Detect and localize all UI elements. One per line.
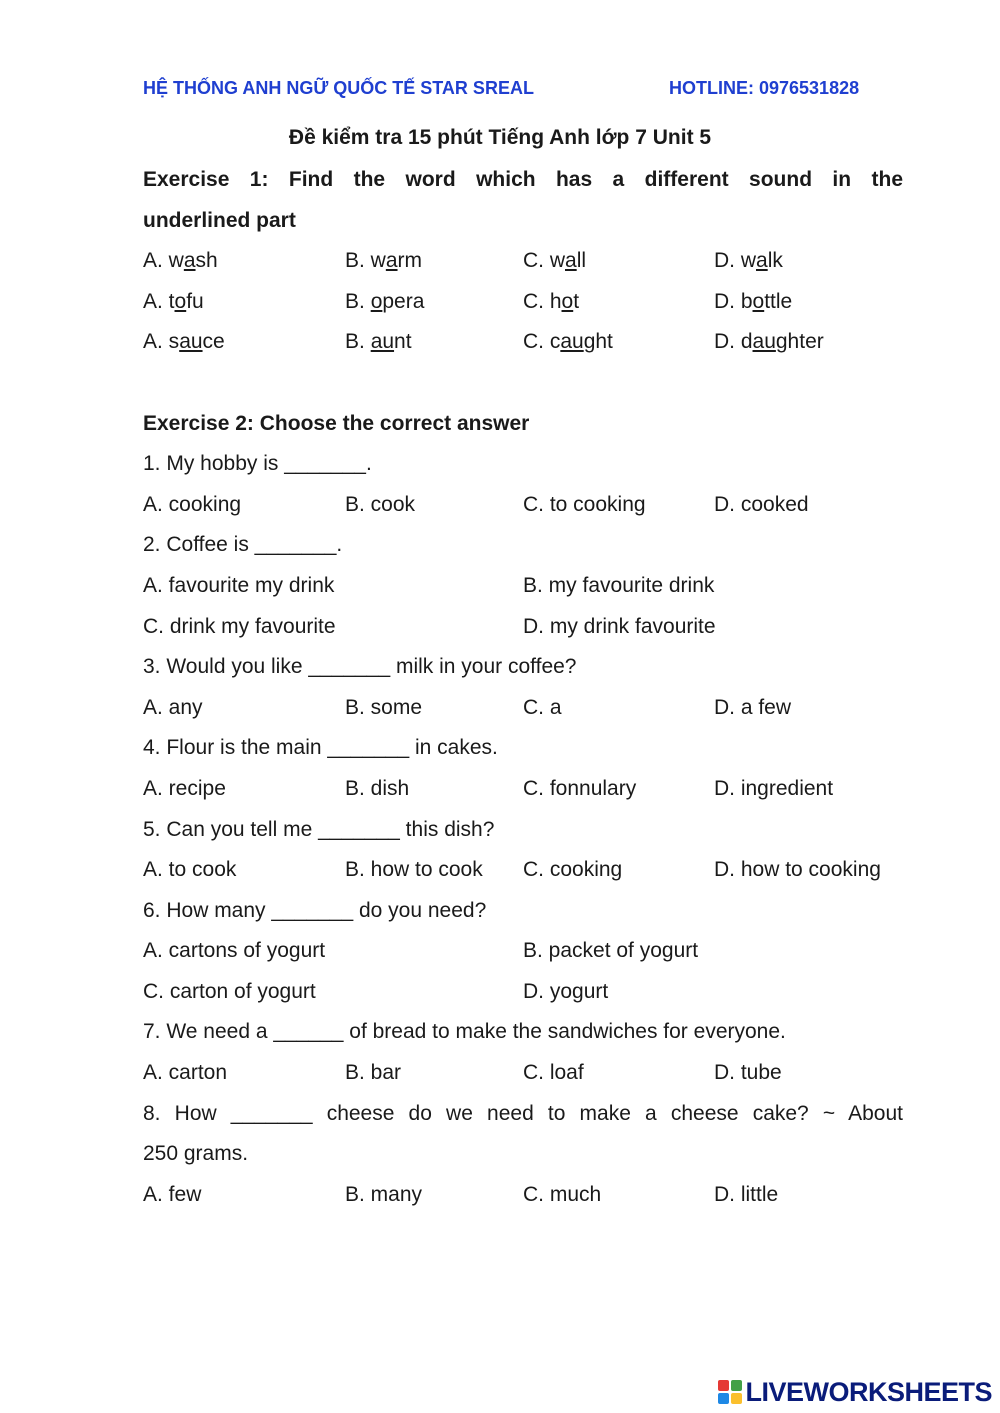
question-8: 8. How _______ cheese do we need to make a cheese cake? ~ About xyxy=(143,1101,903,1125)
underlined-part: au xyxy=(179,330,203,354)
underlined-part: o xyxy=(561,289,574,313)
question-6-options-row1 xyxy=(143,931,903,972)
question-2: 2. Coffee is _______. xyxy=(143,533,343,557)
option-text: C. c xyxy=(523,330,561,354)
question-6: 6. How many _______ do you need? xyxy=(143,898,487,922)
option-b[interactable]: B. some xyxy=(345,695,423,719)
option-text: ght xyxy=(583,330,613,354)
option-d[interactable]: D. cooked xyxy=(714,492,809,516)
question-3-options xyxy=(143,688,903,729)
option-text: rm xyxy=(397,249,423,273)
option-b[interactable]: B. packet of yogurt xyxy=(523,939,699,963)
option-d[interactable]: D. tube xyxy=(714,1061,782,1085)
question-5-options xyxy=(143,850,903,891)
option-text: B. xyxy=(345,289,371,313)
logo-square-icon xyxy=(718,1393,729,1404)
worksheet-content xyxy=(143,160,903,1215)
underlined-part: au xyxy=(560,330,584,354)
liveworksheets-logo-icon xyxy=(718,1380,742,1404)
underlined-part: au xyxy=(752,330,776,354)
option-text: t xyxy=(573,289,580,313)
option-c[interactable]: C. much xyxy=(523,1182,602,1206)
option-a[interactable]: A. carton xyxy=(143,1061,228,1085)
question-4-options xyxy=(143,769,903,810)
exercise1-row-3 xyxy=(143,322,903,363)
option-a[interactable] xyxy=(143,322,225,363)
option-text: ttle xyxy=(764,289,793,313)
option-a[interactable]: A. few xyxy=(143,1182,202,1206)
option-b[interactable]: B. my favourite drink xyxy=(523,573,715,597)
option-text: D. w xyxy=(714,249,756,273)
exercise1-heading-cont: underlined part xyxy=(143,208,296,232)
option-c[interactable]: C. drink my favourite xyxy=(143,614,336,638)
option-text: B. w xyxy=(345,249,386,273)
option-d[interactable]: D. ingredient xyxy=(714,776,834,800)
hotline: HOTLINE: 0976531828 xyxy=(669,78,860,98)
exercise1-rows xyxy=(143,241,903,363)
option-text: nt xyxy=(394,330,412,354)
underlined-part: a xyxy=(183,249,196,273)
page-title: Đề kiểm tra 15 phút Tiếng Anh lớp 7 Unit 5 xyxy=(288,126,712,149)
option-b[interactable]: B. bar xyxy=(345,1061,402,1085)
option-d[interactable] xyxy=(714,241,783,282)
option-d[interactable]: D. my drink favourite xyxy=(523,614,716,638)
question-2-options-row2 xyxy=(143,607,903,648)
option-a[interactable] xyxy=(143,282,204,323)
option-d[interactable]: D. yogurt xyxy=(523,979,609,1003)
option-a[interactable]: A. cartons of yogurt xyxy=(143,939,326,963)
option-text: lk xyxy=(767,249,783,273)
option-a[interactable] xyxy=(143,241,218,282)
option-c[interactable]: C. fonnulary xyxy=(523,776,637,800)
option-text: A. s xyxy=(143,330,180,354)
question-1: 1. My hobby is _______. xyxy=(143,452,372,476)
option-b[interactable]: B. dish xyxy=(345,776,410,800)
option-text: C. h xyxy=(523,289,562,313)
logo-square-icon xyxy=(731,1380,742,1391)
option-b[interactable] xyxy=(345,282,424,323)
question-4: 4. Flour is the main _______ in cakes. xyxy=(143,736,498,760)
question-1-options xyxy=(143,485,903,526)
option-a[interactable]: A. recipe xyxy=(143,776,226,800)
option-c[interactable]: C. a xyxy=(523,695,562,719)
option-text: C. w xyxy=(523,249,565,273)
option-text: ghter xyxy=(775,330,824,354)
option-b[interactable]: B. cook xyxy=(345,492,416,516)
option-d[interactable]: D. a few xyxy=(714,695,792,719)
option-a[interactable]: A. cooking xyxy=(143,492,242,516)
option-d[interactable]: D. how to cooking xyxy=(714,858,881,882)
option-b[interactable] xyxy=(345,322,412,363)
question-8-cont: 250 grams. xyxy=(143,1142,249,1166)
exercise1-row-1 xyxy=(143,241,903,282)
underlined-part: a xyxy=(565,249,577,273)
option-text: A. t xyxy=(143,289,175,313)
underlined-part: a xyxy=(385,249,398,273)
option-text: D. b xyxy=(714,289,753,313)
option-c[interactable] xyxy=(523,322,613,363)
option-a[interactable]: A. to cook xyxy=(143,858,237,882)
option-text: pera xyxy=(382,289,425,313)
underlined-part: au xyxy=(370,330,395,354)
option-d[interactable] xyxy=(714,322,824,363)
option-d[interactable] xyxy=(714,282,792,323)
underlined-part: a xyxy=(756,249,768,273)
option-a[interactable]: A. any xyxy=(143,695,203,719)
question-2-options-row1 xyxy=(143,566,903,607)
question-3: 3. Would you like _______ milk in your coffee? xyxy=(143,655,577,679)
liveworksheets-logo[interactable] xyxy=(718,1377,992,1407)
option-text: B. xyxy=(345,330,371,354)
exercise1-row-2 xyxy=(143,282,903,323)
option-text: A. w xyxy=(143,249,184,273)
underlined-part: o xyxy=(370,289,383,313)
spacer xyxy=(143,363,903,404)
page-header xyxy=(143,78,903,104)
option-a[interactable]: A. favourite my drink xyxy=(143,573,335,597)
option-text: D. d xyxy=(714,330,753,354)
option-d[interactable]: D. little xyxy=(714,1182,779,1206)
school-name: HỆ THỐNG ANH NGỮ QUỐC TẾ STAR SREAL xyxy=(143,78,534,98)
underlined-part: o xyxy=(752,289,765,313)
option-c[interactable]: C. to cooking xyxy=(523,492,646,516)
option-c[interactable]: C. carton of yogurt xyxy=(143,979,316,1003)
option-c[interactable] xyxy=(523,241,586,282)
question-8-options xyxy=(143,1175,903,1216)
logo-text: LIVEWORKSHEETS xyxy=(745,1376,992,1407)
option-b[interactable]: B. many xyxy=(345,1182,423,1206)
logo-square-icon xyxy=(731,1393,742,1404)
underlined-part: o xyxy=(174,289,187,313)
option-c[interactable]: C. cooking xyxy=(523,858,623,882)
option-text: fu xyxy=(186,289,204,313)
exercise2-heading: Exercise 2: Choose the correct answer xyxy=(143,411,530,435)
option-text: ll xyxy=(576,249,587,273)
option-b[interactable]: B. how to cook xyxy=(345,858,483,882)
option-text: ce xyxy=(202,330,225,354)
question-5: 5. Can you tell me _______ this dish? xyxy=(143,817,495,841)
question-6-options-row2 xyxy=(143,972,903,1013)
exercise1-heading: Exercise 1: Find the word which has a different sound in the xyxy=(143,168,903,191)
question-7: 7. We need a ______ of bread to make the sandwiches for everyone. xyxy=(143,1020,786,1044)
option-b[interactable] xyxy=(345,241,422,282)
option-c[interactable]: C. loaf xyxy=(523,1061,584,1085)
question-7-options xyxy=(143,1053,903,1094)
option-text: sh xyxy=(195,249,218,273)
logo-square-icon xyxy=(718,1380,729,1391)
option-c[interactable] xyxy=(523,282,579,323)
